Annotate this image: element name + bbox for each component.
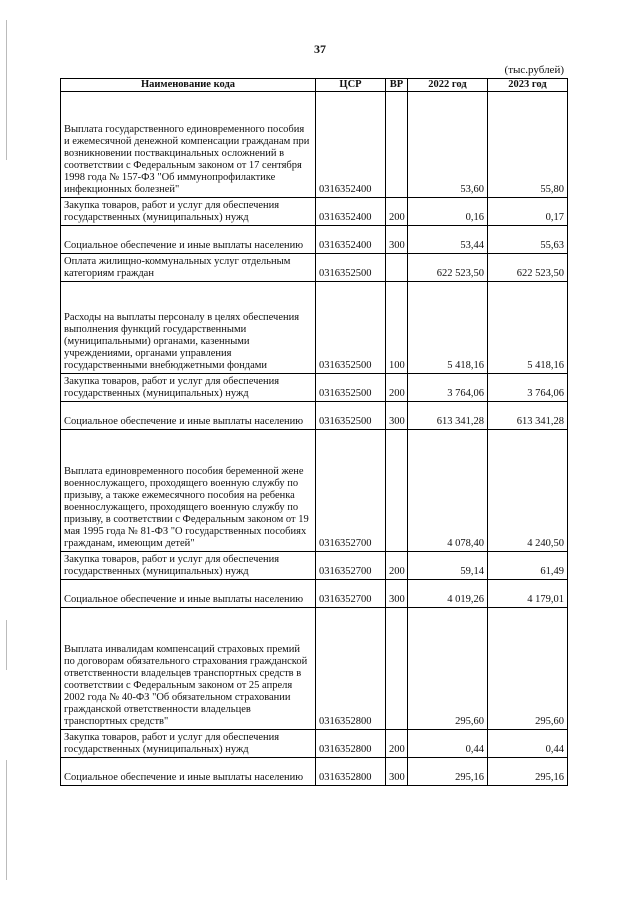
cell-2022: 0,16 bbox=[408, 198, 488, 226]
cell-2023: 295,60 bbox=[488, 608, 568, 730]
header-name: Наименование кода bbox=[61, 79, 316, 92]
cell-vr bbox=[386, 430, 408, 552]
table-row bbox=[61, 402, 568, 430]
table-row bbox=[61, 730, 568, 758]
budget-table bbox=[60, 78, 568, 786]
cell-2022: 4 019,26 bbox=[408, 580, 488, 608]
cell-2022: 4 078,40 bbox=[408, 430, 488, 552]
cell-vr bbox=[386, 608, 408, 730]
cell-name: Социальное обеспечение и иные выплаты населению bbox=[61, 580, 316, 608]
cell-vr bbox=[386, 92, 408, 198]
cell-vr: 300 bbox=[386, 580, 408, 608]
cell-csr: 0316352700 bbox=[316, 580, 386, 608]
cell-2023: 61,49 bbox=[488, 552, 568, 580]
page-number: 37 bbox=[314, 42, 326, 56]
cell-csr: 0316352400 bbox=[316, 92, 386, 198]
header-2023: 2023 год bbox=[488, 79, 568, 92]
cell-csr: 0316352700 bbox=[316, 552, 386, 580]
cell-csr: 0316352700 bbox=[316, 430, 386, 552]
cell-2022: 53,60 bbox=[408, 92, 488, 198]
cell-csr: 0316352500 bbox=[316, 402, 386, 430]
cell-name: Оплата жилищно-коммунальных услуг отдельным категориям граждан bbox=[61, 254, 316, 282]
header-2022: 2022 год bbox=[408, 79, 488, 92]
cell-vr: 200 bbox=[386, 374, 408, 402]
cell-vr: 300 bbox=[386, 402, 408, 430]
cell-name: Выплата единовременного пособия беременной жене военнослужащего, проходящего военную службу по призыву, а также ежемесячного пособия на ребенка военнослужащего, проходящего военную службу по призыву, в соответствии с Федеральным законом от 19 мая 1995 года № 81-ФЗ "О государственных пособиях гражданам, имеющим детей" bbox=[61, 430, 316, 552]
cell-2022: 613 341,28 bbox=[408, 402, 488, 430]
cell-vr: 100 bbox=[386, 282, 408, 374]
cell-name: Выплата инвалидам компенсаций страховых премий по договорам обязательного страхования гражданской ответственности владельцев транспортных средств в соответствии с Федеральным законом от 25 апреля 2002 года № 40-ФЗ "Об обязательном страховании гражданской ответственности владельцев транспортных средств" bbox=[61, 608, 316, 730]
cell-2023: 3 764,06 bbox=[488, 374, 568, 402]
table-row bbox=[61, 374, 568, 402]
header-vr: ВР bbox=[386, 79, 408, 92]
cell-2022: 3 764,06 bbox=[408, 374, 488, 402]
cell-2023: 4 179,01 bbox=[488, 580, 568, 608]
cell-name: Закупка товаров, работ и услуг для обеспечения государственных (муниципальных) нужд bbox=[61, 552, 316, 580]
cell-name: Социальное обеспечение и иные выплаты населению bbox=[61, 402, 316, 430]
cell-2022: 622 523,50 bbox=[408, 254, 488, 282]
cell-2022: 53,44 bbox=[408, 226, 488, 254]
cell-2022: 0,44 bbox=[408, 730, 488, 758]
cell-2022: 59,14 bbox=[408, 552, 488, 580]
cell-2023: 55,63 bbox=[488, 226, 568, 254]
cell-2023: 4 240,50 bbox=[488, 430, 568, 552]
table-row bbox=[61, 580, 568, 608]
cell-name: Социальное обеспечение и иные выплаты населению bbox=[61, 226, 316, 254]
cell-csr: 0316352800 bbox=[316, 608, 386, 730]
cell-2023: 0,17 bbox=[488, 198, 568, 226]
cell-2023: 622 523,50 bbox=[488, 254, 568, 282]
cell-2023: 0,44 bbox=[488, 730, 568, 758]
cell-2022: 295,16 bbox=[408, 758, 488, 786]
cell-vr: 300 bbox=[386, 226, 408, 254]
table-row bbox=[61, 254, 568, 282]
table-row bbox=[61, 758, 568, 786]
cell-csr: 0316352800 bbox=[316, 730, 386, 758]
table-header-row bbox=[61, 79, 568, 92]
cell-name: Закупка товаров, работ и услуг для обеспечения государственных (муниципальных) нужд bbox=[61, 730, 316, 758]
cell-2023: 5 418,16 bbox=[488, 282, 568, 374]
cell-vr bbox=[386, 254, 408, 282]
cell-name: Расходы на выплаты персоналу в целях обеспечения выполнения функций государственными (муниципальными) органами, казенными учреждениями, органами управления государственными внебюджетными фондами bbox=[61, 282, 316, 374]
cell-csr: 0316352500 bbox=[316, 282, 386, 374]
cell-vr: 200 bbox=[386, 730, 408, 758]
cell-name: Выплата государственного единовременного пособия и ежемесячной денежной компенсации гражданам при возникновении поствакцинальных осложнений в соответствии с Федеральным законом от 17 сентября 1998 года № 157-ФЗ "Об иммунопрофилактике инфекционных болезней" bbox=[61, 92, 316, 198]
cell-vr: 200 bbox=[386, 552, 408, 580]
cell-2023: 55,80 bbox=[488, 92, 568, 198]
header-csr: ЦСР bbox=[316, 79, 386, 92]
table-row bbox=[61, 282, 568, 374]
cell-2023: 613 341,28 bbox=[488, 402, 568, 430]
table-row bbox=[61, 92, 568, 198]
cell-name: Закупка товаров, работ и услуг для обеспечения государственных (муниципальных) нужд bbox=[61, 198, 316, 226]
table-row bbox=[61, 608, 568, 730]
cell-name: Социальное обеспечение и иные выплаты населению bbox=[61, 758, 316, 786]
cell-csr: 0316352400 bbox=[316, 198, 386, 226]
cell-2022: 295,60 bbox=[408, 608, 488, 730]
cell-vr: 200 bbox=[386, 198, 408, 226]
table-row bbox=[61, 198, 568, 226]
table-row bbox=[61, 226, 568, 254]
units-label: (тыс.рублей) bbox=[504, 64, 564, 76]
table-row bbox=[61, 552, 568, 580]
cell-2022: 5 418,16 bbox=[408, 282, 488, 374]
cell-name: Закупка товаров, работ и услуг для обеспечения государственных (муниципальных) нужд bbox=[61, 374, 316, 402]
cell-csr: 0316352800 bbox=[316, 758, 386, 786]
cell-csr: 0316352500 bbox=[316, 254, 386, 282]
cell-csr: 0316352400 bbox=[316, 226, 386, 254]
table-row bbox=[61, 430, 568, 552]
cell-2023: 295,16 bbox=[488, 758, 568, 786]
cell-csr: 0316352500 bbox=[316, 374, 386, 402]
cell-vr: 300 bbox=[386, 758, 408, 786]
